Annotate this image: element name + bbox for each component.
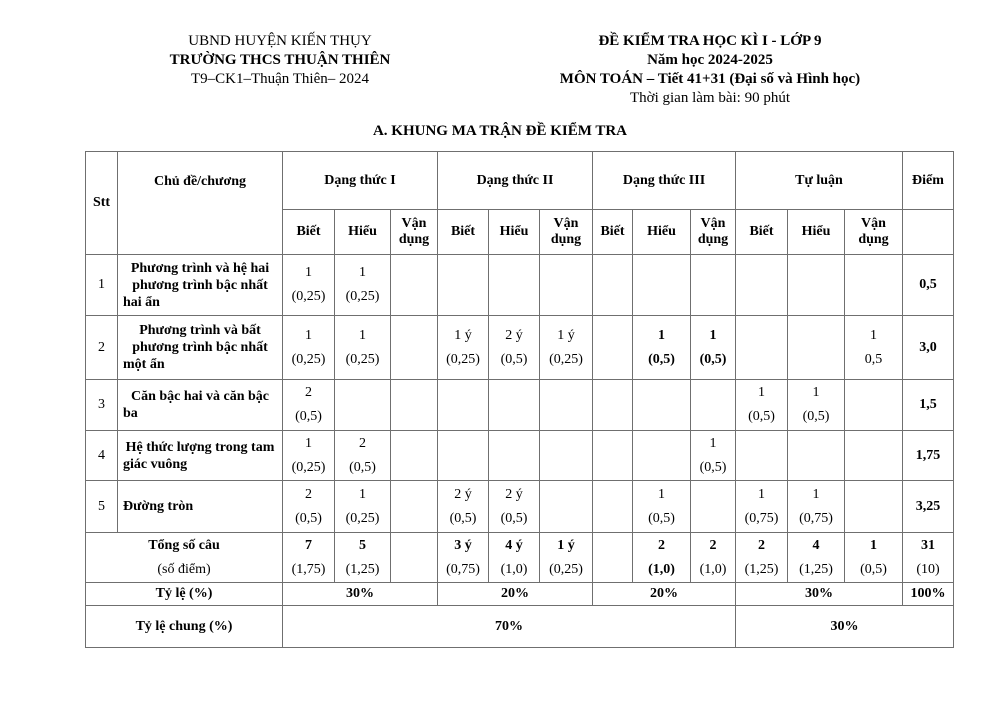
row-cell: [736, 255, 788, 316]
row-cell: [593, 316, 633, 380]
row-cell: [438, 380, 489, 431]
row-cell: [845, 316, 903, 380]
district-name: UBND HUYỆN KIẾN THỤY: [188, 33, 372, 49]
row-cell: [691, 255, 736, 316]
row-cell: [788, 255, 845, 316]
ratio-value: 20%: [438, 583, 593, 606]
header-score-empty: [903, 210, 954, 255]
section-title: A. KHUNG MA TRẬN ĐỀ KIỂM TRA: [372, 123, 628, 139]
cell-points: (0,5): [500, 351, 528, 367]
total-cell: [593, 533, 633, 583]
cell-count: 2: [359, 435, 366, 451]
cell-count: 1: [359, 486, 366, 502]
row-cell: [691, 481, 736, 533]
total-cell: [335, 533, 391, 583]
row-cell: [335, 481, 391, 533]
cell-points: (0,25): [345, 289, 380, 304]
row-cell: [489, 431, 540, 481]
total-count: 4: [812, 537, 820, 553]
ratio-label: Tỷ lệ (%): [86, 583, 283, 606]
total-count: 2: [709, 537, 717, 553]
header-stt: Stt: [86, 152, 118, 255]
cell-count: 1 ý: [454, 327, 472, 343]
row-cell: [438, 316, 489, 380]
row-cell: [438, 481, 489, 533]
cell-points: (0,25): [345, 351, 380, 367]
header-group-1: Dạng thức I: [283, 152, 438, 210]
row-topic: Đường tròn: [118, 481, 283, 533]
cell-count: 2 ý: [505, 327, 523, 343]
cell-count: 1: [870, 327, 877, 343]
row-cell: [438, 431, 489, 481]
row-stt: 4: [86, 431, 118, 481]
row-cell: [633, 481, 691, 533]
header-group-2: Dạng thức II: [438, 152, 593, 210]
header-right: [520, 32, 900, 108]
total-label-sub: (số điểm): [157, 561, 211, 577]
cell-count: 2 ý: [454, 486, 472, 502]
cell-count: 1: [305, 435, 312, 451]
row-topic: Phương trình và hệ hai phương trình bậc nhất hai ẩn: [118, 255, 283, 316]
row-cell: [283, 431, 335, 481]
cell-count: 1: [359, 327, 366, 343]
header-group-3: Dạng thức III: [593, 152, 736, 210]
row-stt: 5: [86, 481, 118, 533]
total-cell: [633, 533, 691, 583]
row-cell: [691, 316, 736, 380]
row-score: 1,5: [903, 380, 954, 431]
cell-points: 0,5: [864, 351, 883, 367]
total-cell: [845, 533, 903, 583]
cell-points: (0,5): [648, 510, 675, 526]
total-cell: [788, 533, 845, 583]
cell-points: (0,5): [802, 409, 830, 424]
matrix-body: [86, 152, 954, 648]
row-cell: [633, 316, 691, 380]
row-cell: [391, 316, 438, 380]
header-row-groups: [86, 152, 954, 210]
row-topic: Hệ thức lượng trong tam giác vuông: [118, 431, 283, 481]
header-level-1-1: Biết: [283, 210, 335, 255]
total-count: 7: [305, 537, 312, 553]
cell-count: 2 ý: [505, 486, 523, 502]
row-cell: [633, 255, 691, 316]
total-score-count: 31: [921, 537, 935, 553]
exam-duration: Thời gian làm bài: 90 phút: [630, 90, 790, 106]
total-cell: [391, 533, 438, 583]
cell-count: 1: [305, 327, 312, 343]
header-level-4-1: Biết: [736, 210, 788, 255]
header-left: [150, 32, 410, 89]
row-cell: [691, 380, 736, 431]
ratio-value: 20%: [593, 583, 736, 606]
row-cell: [788, 431, 845, 481]
cell-count: 1: [812, 486, 820, 502]
total-count: 5: [359, 537, 366, 553]
total-count: 1: [870, 537, 877, 553]
row-stt: 3: [86, 380, 118, 431]
cell-points: (0,75): [744, 510, 779, 526]
header-level-1-2: Hiểu: [335, 210, 391, 255]
cell-count: 2: [305, 486, 312, 502]
row-cell: [540, 255, 593, 316]
row-cell: [540, 481, 593, 533]
total-cell: [691, 533, 736, 583]
cell-count: 1 ý: [557, 327, 575, 343]
table-row: [86, 255, 954, 316]
row-cell: [391, 380, 438, 431]
row-topic: Phương trình và bất phương trình bậc nhất một ẩn: [118, 316, 283, 380]
cell-points: (0,5): [699, 459, 727, 475]
header-level-3-3: Vận dụng: [691, 210, 736, 255]
header-level-1-3: Vận dụng: [391, 210, 438, 255]
cell-count: 1: [709, 327, 717, 343]
row-cell: [335, 316, 391, 380]
row-cell: [593, 481, 633, 533]
cell-points: (0,25): [345, 510, 380, 526]
row-stt: 2: [86, 316, 118, 380]
row-cell: [845, 380, 903, 431]
school-year: Năm học 2024-2025: [647, 52, 773, 68]
exam-code: T9–CK1–Thuận Thiên– 2024: [190, 71, 370, 87]
row-cell: [736, 380, 788, 431]
row-cell: [845, 255, 903, 316]
row-cell: [391, 481, 438, 533]
ratio-score: 100%: [903, 583, 954, 606]
row-cell: [283, 481, 335, 533]
row-cell: [540, 431, 593, 481]
row-cell: [391, 431, 438, 481]
school-name: TRƯỜNG THCS THUẬN THIÊN: [169, 52, 391, 68]
total-points: (1,0): [699, 561, 727, 577]
cell-count: 1: [658, 486, 665, 502]
total-points: (1,0): [500, 561, 528, 577]
row-cell: [540, 316, 593, 380]
cell-count: 2: [305, 385, 312, 400]
row-cell: [633, 431, 691, 481]
header-level-2-2: Hiểu: [489, 210, 540, 255]
header-level-2-3: Vận dụng: [540, 210, 593, 255]
cell-points: (0,5): [295, 510, 322, 526]
row-cell: [788, 481, 845, 533]
total-points: (0,25): [549, 561, 583, 577]
cell-points: (0,5): [449, 510, 477, 526]
total-cell: [438, 533, 489, 583]
table-row: [86, 481, 954, 533]
total-points: (1,75): [291, 561, 326, 577]
header-level-3-1: Biết: [593, 210, 633, 255]
cell-count: 1: [812, 385, 820, 400]
row-cell: [283, 316, 335, 380]
row-cell: [335, 255, 391, 316]
row-cell: [691, 431, 736, 481]
row-cell: [593, 255, 633, 316]
table-row: [86, 380, 954, 431]
row-cell: [283, 255, 335, 316]
common-label: Tỷ lệ chung (%): [86, 606, 283, 648]
row-cell: [736, 316, 788, 380]
header-level-2-1: Biết: [438, 210, 489, 255]
row-cell: [489, 481, 540, 533]
cell-count: 1: [758, 486, 765, 502]
total-cell: [283, 533, 335, 583]
total-label-main: Tổng số câu: [148, 537, 220, 553]
row-cell: [736, 481, 788, 533]
ratio-value: 30%: [283, 583, 438, 606]
cell-count: 1: [758, 385, 765, 400]
total-points: (0,5): [860, 561, 887, 577]
cell-points: (0,25): [291, 351, 326, 367]
cell-count: 1: [305, 265, 312, 280]
table-row: [86, 431, 954, 481]
cell-points: (0,5): [349, 459, 376, 475]
ratio-value: 30%: [736, 583, 903, 606]
cell-points: (0,5): [748, 409, 775, 424]
row-cell: [593, 380, 633, 431]
row-cell: [391, 255, 438, 316]
total-score: [903, 533, 954, 583]
header-level-4-3: Vận dụng: [845, 210, 903, 255]
row-cell: [788, 316, 845, 380]
total-count: 2: [758, 537, 765, 553]
header-level-3-2: Hiểu: [633, 210, 691, 255]
row-cell: [788, 380, 845, 431]
row-cell: [335, 431, 391, 481]
exam-title: ĐỀ KIỂM TRA HỌC KÌ I - LỚP 9: [598, 33, 822, 49]
row-cell: [736, 431, 788, 481]
total-cell: [736, 533, 788, 583]
row-cell: [593, 431, 633, 481]
cell-points: (0,25): [549, 351, 583, 367]
total-points: (1,25): [345, 561, 380, 577]
cell-count: 1: [658, 327, 665, 343]
cell-count: 1: [709, 435, 717, 451]
total-count: 1 ý: [557, 537, 575, 553]
total-points: (1,0): [648, 561, 675, 577]
cell-points: (0,25): [291, 289, 326, 304]
row-score: 3,0: [903, 316, 954, 380]
row-cell: [489, 380, 540, 431]
total-count: 3 ý: [454, 537, 472, 553]
cell-points: (0,5): [648, 351, 675, 367]
total-points: (1,25): [799, 561, 833, 577]
row-cell: [283, 380, 335, 431]
row-cell: [335, 380, 391, 431]
row-cell: [489, 316, 540, 380]
total-label: [86, 533, 283, 583]
row-cell: [540, 380, 593, 431]
total-count: 4 ý: [505, 537, 523, 553]
total-count: 2: [658, 537, 665, 553]
subject-line: MÔN TOÁN – Tiết 41+31 (Đại số và Hình học): [559, 71, 861, 87]
total-row: [86, 533, 954, 583]
cell-points: (0,5): [699, 351, 727, 367]
total-score-points: (10): [916, 561, 940, 577]
row-score: 3,25: [903, 481, 954, 533]
total-points: (0,75): [446, 561, 480, 577]
matrix-table: [85, 151, 954, 648]
cell-points: (0,75): [799, 510, 833, 526]
cell-points: (0,25): [446, 351, 480, 367]
header-level-4-2: Hiểu: [788, 210, 845, 255]
row-topic: Căn bậc hai và căn bậc ba: [118, 380, 283, 431]
row-cell: [438, 255, 489, 316]
row-cell: [845, 431, 903, 481]
cell-points: (0,5): [295, 409, 322, 424]
table-row: [86, 316, 954, 380]
common-value-2: 30%: [736, 606, 954, 648]
cell-count: 1: [359, 265, 366, 280]
ratio-row: [86, 583, 954, 606]
cell-points: (0,5): [500, 510, 528, 526]
total-cell: [540, 533, 593, 583]
row-score: 1,75: [903, 431, 954, 481]
row-cell: [633, 380, 691, 431]
header-score: Điểm: [903, 152, 954, 210]
common-value-1: 70%: [283, 606, 736, 648]
common-row: [86, 606, 954, 648]
header-topic: Chủ đề/chương: [118, 152, 283, 255]
row-cell: [845, 481, 903, 533]
header-group-4: Tự luận: [736, 152, 903, 210]
total-cell: [489, 533, 540, 583]
row-stt: 1: [86, 255, 118, 316]
row-cell: [489, 255, 540, 316]
row-score: 0,5: [903, 255, 954, 316]
total-points: (1,25): [744, 561, 779, 577]
cell-points: (0,25): [291, 459, 326, 475]
